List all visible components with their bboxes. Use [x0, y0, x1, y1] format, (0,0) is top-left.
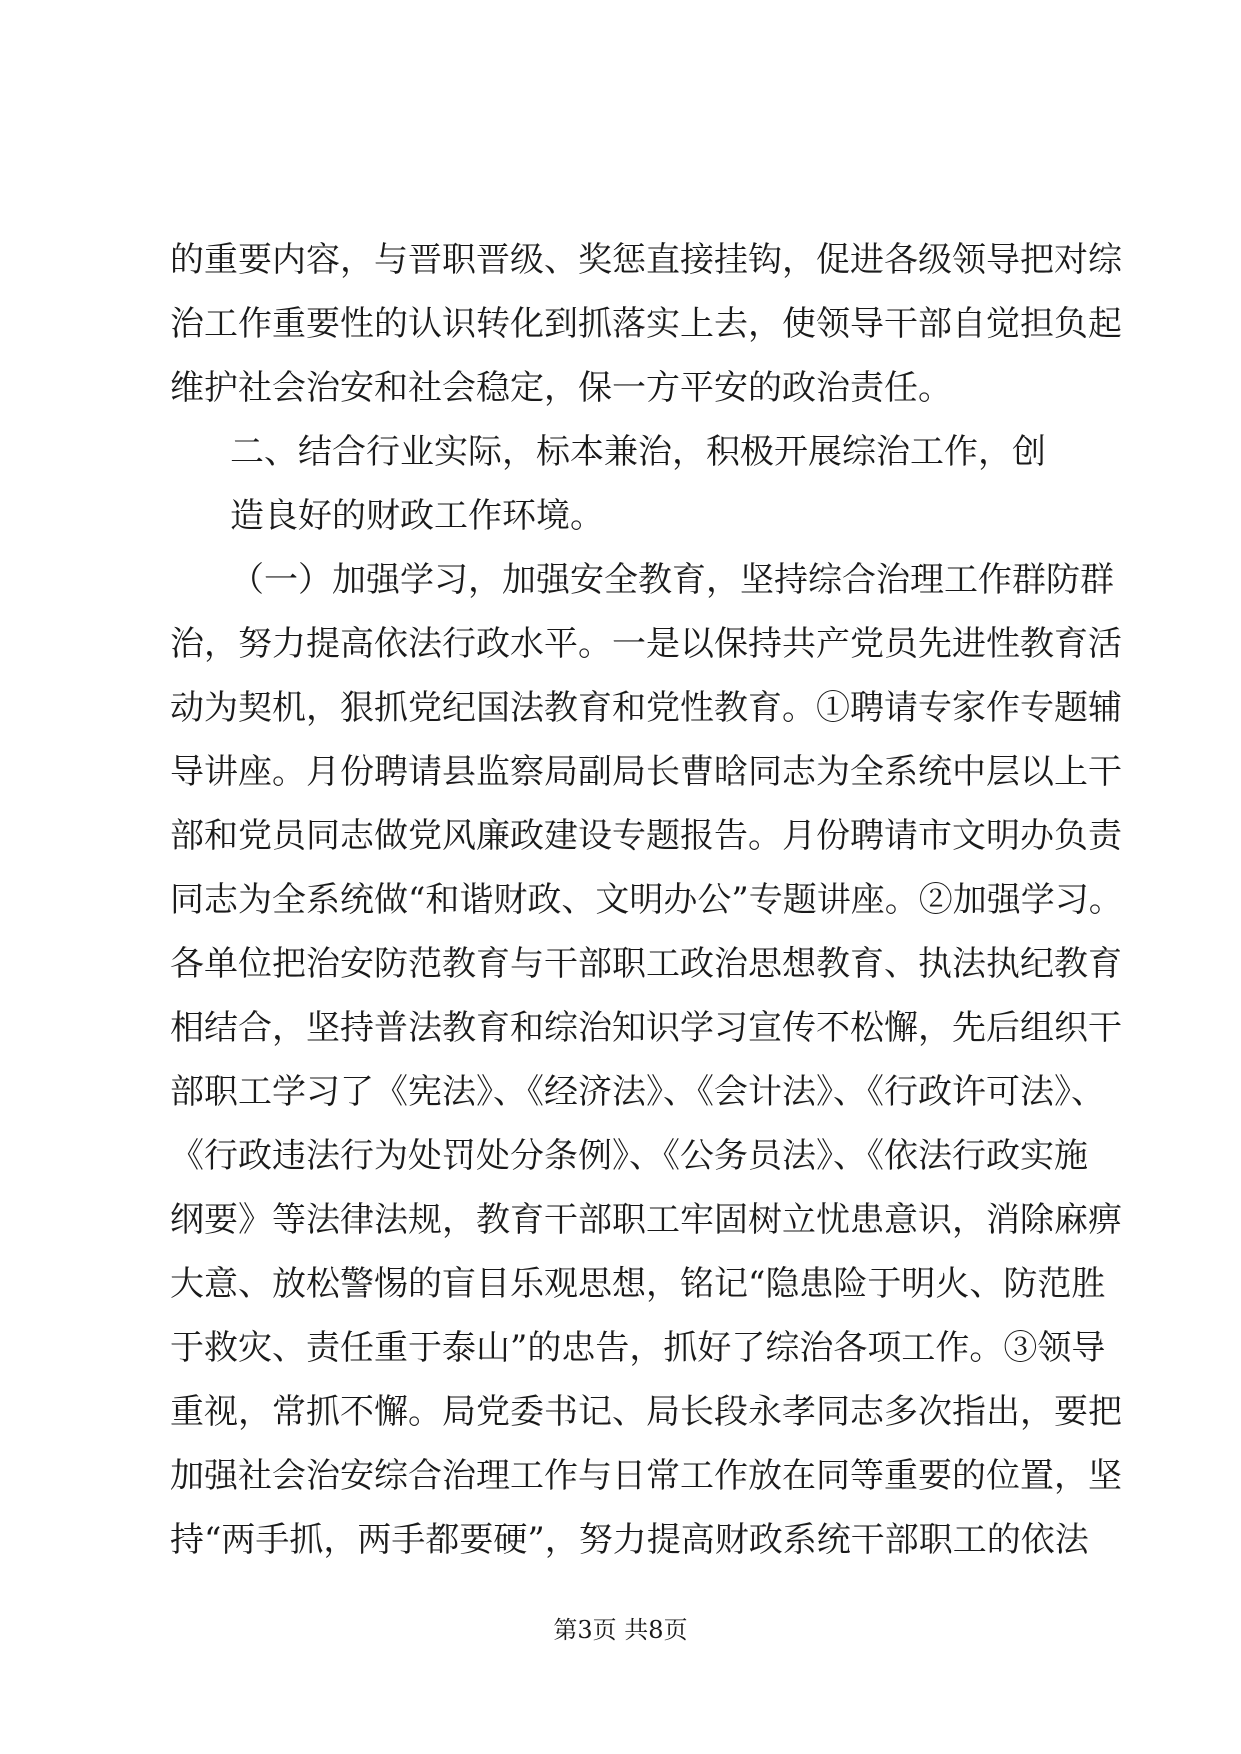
- page-number-footer: 第3页 共8页: [553, 1616, 688, 1644]
- text-line: 导讲座。月份聘请县监察局副局长曹晗同志为全系统中层以上干: [170, 752, 1122, 792]
- text-line: 加强社会治安综合治理工作与日常工作放在同等重要的位置，坚: [170, 1456, 1122, 1496]
- text-line: 治工作重要性的认识转化到抓落实上去，使领导干部自觉担负起: [170, 304, 1122, 344]
- text-line: 各单位把治安防范教育与干部职工政治思想教育、执法执纪教育: [170, 944, 1122, 984]
- text-line: 持“两手抓，两手都要硬”，努力提高财政系统干部职工的依法: [170, 1520, 1089, 1560]
- text-line: 治，努力提高依法行政水平。一是以保持共产党员先进性教育活: [170, 624, 1122, 664]
- text-line: 于救灾、责任重于泰山”的忠告，抓好了综治各项工作。③领导: [170, 1328, 1106, 1368]
- text-line: 部和党员同志做党风廉政建设专题报告。月份聘请市文明办负责: [170, 816, 1122, 856]
- text-line: 重视，常抓不懈。局党委书记、局长段永孝同志多次指出，要把: [170, 1392, 1122, 1432]
- text-line: 纲要》等法律法规，教育干部职工牢固树立忧患意识，消除麻痹: [170, 1200, 1122, 1240]
- section-heading-continued: 造良好的财政工作环境。: [230, 496, 604, 536]
- text-line: 动为契机，狠抓党纪国法教育和党性教育。①聘请专家作专题辅: [170, 688, 1122, 728]
- subsection-paragraph-start: （一）加强学习，加强安全教育，坚持综合治理工作群防群: [230, 560, 1114, 600]
- text-line: 大意、放松警惕的盲目乐观思想，铭记“隐患险于明火、防范胜: [170, 1264, 1106, 1304]
- section-heading: 二、结合行业实际，标本兼治，积极开展综治工作，创: [230, 432, 1046, 472]
- text-line: 《行政违法行为处罚处分条例》、《公务员法》、《依法行政实施: [170, 1136, 1088, 1176]
- document-body: [170, 228, 1123, 1572]
- text-line: 的重要内容，与晋职晋级、奖惩直接挂钩，促进各级领导把对综: [170, 240, 1122, 280]
- text-line: 部职工学习了《宪法》、《经济法》、《会计法》、《行政许可法》、: [170, 1072, 1105, 1112]
- text-line: 同志为全系统做“和谐财政、文明办公”专题讲座。②加强学习。: [170, 880, 1123, 920]
- text-line: 相结合，坚持普法教育和综治知识学习宣传不松懈，先后组织干: [170, 1008, 1122, 1048]
- text-line: 维护社会治安和社会稳定，保一方平安的政治责任。: [170, 368, 952, 408]
